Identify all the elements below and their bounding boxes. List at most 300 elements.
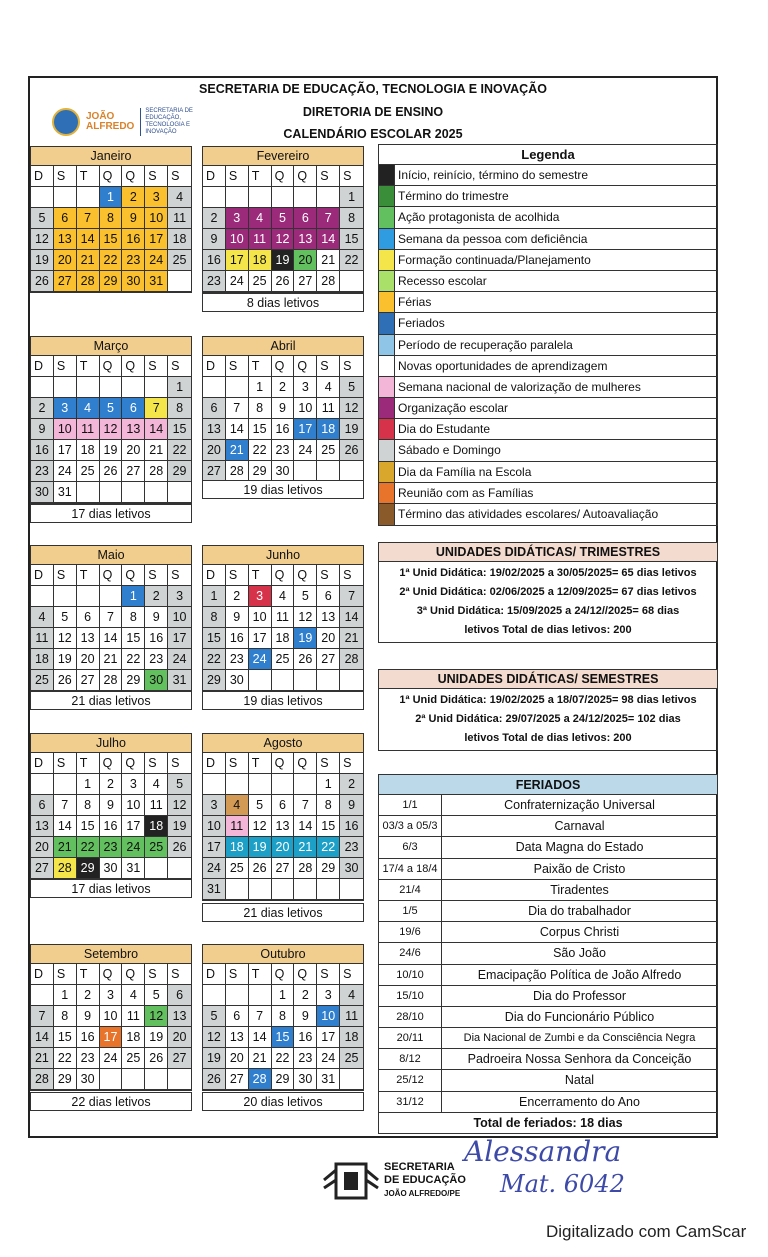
feriado-row: [379, 965, 717, 986]
day-cell: 31: [203, 879, 226, 900]
empty-cell: [249, 187, 272, 208]
day-cell: 12: [340, 398, 363, 419]
day-cell: 19: [272, 250, 295, 271]
legend-title: Legenda: [379, 145, 717, 165]
day-cell: 29: [122, 670, 145, 691]
day-cell: 11: [249, 229, 272, 250]
day-cell: 13: [294, 229, 317, 250]
day-cell: 6: [294, 208, 317, 229]
feriado-date: 28/10: [379, 1007, 442, 1027]
day-cell: 7: [249, 1006, 272, 1027]
month-title: Julho: [31, 734, 191, 753]
empty-cell: [249, 985, 272, 1006]
day-cell: 17: [145, 229, 168, 250]
legend-swatch: [379, 419, 395, 439]
day-cell: 16: [226, 628, 249, 649]
empty-cell: [226, 774, 249, 795]
weekday-header: T: [77, 356, 100, 377]
day-cell: 6: [203, 398, 226, 419]
weekday-header: Q: [122, 964, 145, 985]
day-cell: 11: [145, 795, 168, 816]
day-cell: 3: [317, 985, 340, 1006]
day-cell: 28: [294, 858, 317, 879]
weekday-header: S: [145, 964, 168, 985]
month-9: [30, 944, 192, 1091]
day-cell: 21: [249, 1048, 272, 1069]
legend-swatch: [379, 440, 395, 460]
day-cell: 31: [54, 482, 77, 503]
empty-cell: [226, 879, 249, 900]
legend-table: [378, 144, 718, 526]
legend-item: [379, 207, 717, 228]
day-cell: 13: [31, 816, 54, 837]
day-cell: 3: [100, 985, 123, 1006]
weekday-header: S: [317, 166, 340, 187]
day-cell: 22: [203, 649, 226, 670]
dias-letivos: 17 dias letivos: [30, 879, 192, 898]
day-cell: 19: [100, 440, 123, 461]
dias-letivos: 19 dias letivos: [202, 480, 364, 499]
day-cell: 18: [317, 419, 340, 440]
day-cell: 1: [54, 985, 77, 1006]
day-cell: 18: [168, 229, 191, 250]
day-cell: 24: [317, 1048, 340, 1069]
empty-cell: [272, 670, 295, 691]
semestre-line-2: 2ª Unid Didática: 29/07/2025 a 24/12/2025= 102 dias: [415, 713, 681, 725]
day-cell: 16: [340, 816, 363, 837]
day-cell: 9: [340, 795, 363, 816]
legend-swatch: [379, 335, 395, 355]
weekday-header: Q: [272, 166, 295, 187]
weekday-header: Q: [272, 753, 295, 774]
day-cell: 17: [168, 628, 191, 649]
day-cell: 12: [294, 607, 317, 628]
day-cell: 11: [77, 419, 100, 440]
legend-label: Período de recuperação paralela: [398, 337, 573, 352]
empty-cell: [226, 377, 249, 398]
legend-label: Término do trimestre: [398, 189, 509, 204]
stamp-line-2: DE EDUCAÇÃO: [384, 1173, 466, 1186]
day-cell: 12: [249, 816, 272, 837]
feriado-row: [379, 880, 717, 901]
weekday-header: Q: [122, 753, 145, 774]
calendar-title: CALENDÁRIO ESCOLAR 2025: [283, 127, 463, 141]
day-cell: 7: [145, 398, 168, 419]
month-title: Março: [31, 337, 191, 356]
day-cell: 21: [294, 837, 317, 858]
day-cell: 18: [122, 1027, 145, 1048]
day-cell: 13: [168, 1006, 191, 1027]
day-cell: 14: [54, 816, 77, 837]
day-cell: 2: [122, 187, 145, 208]
day-cell: 1: [203, 586, 226, 607]
dias-letivos: 19 dias letivos: [202, 691, 364, 710]
weekday-header: S: [168, 166, 191, 187]
month-title: Setembro: [31, 945, 191, 964]
weekday-header: S: [54, 166, 77, 187]
feriado-row: [379, 816, 717, 837]
day-cell: 27: [31, 858, 54, 879]
day-cell: 9: [31, 419, 54, 440]
scanner-footer: Digitalizado com CamScar: [546, 1222, 747, 1241]
weekday-header: S: [340, 565, 363, 586]
empty-cell: [31, 985, 54, 1006]
day-cell: 28: [340, 649, 363, 670]
feriado-name: Dia Nacional de Zumbi e da Consciência Negra: [463, 1032, 696, 1045]
legend-label: Férias: [398, 295, 432, 310]
empty-cell: [317, 670, 340, 691]
day-cell: 17: [54, 440, 77, 461]
feriado-name: Corpus Christi: [539, 925, 620, 940]
weekday-header: T: [249, 166, 272, 187]
weekday-header: T: [77, 964, 100, 985]
weekday-header: T: [77, 166, 100, 187]
day-cell: 7: [226, 398, 249, 419]
day-cell: 16: [122, 229, 145, 250]
weekday-header: D: [31, 166, 54, 187]
feriado-name: Natal: [564, 1073, 595, 1088]
month-10: [202, 944, 364, 1091]
legend-label: Novas oportunidades de aprendizagem: [398, 358, 608, 373]
weekday-header: S: [340, 753, 363, 774]
feriado-name: Emacipação Política de João Alfredo: [477, 967, 682, 982]
day-cell: 14: [77, 229, 100, 250]
legend-label: Feriados: [398, 316, 445, 331]
legend-label: Semana nacional de valorização de mulheres: [398, 379, 641, 394]
day-cell: 21: [340, 628, 363, 649]
stamp-line-3: JOÃO ALFREDO/PE: [384, 1188, 461, 1198]
day-cell: 23: [31, 461, 54, 482]
legend-label: Término das atividades escolares/ Autoavaliação: [398, 507, 659, 521]
day-cell: 2: [77, 985, 100, 1006]
trimestre-line-2: 2ª Unid Didática: 02/06/2025 a 12/09/2025= 67 dias letivos: [399, 586, 697, 598]
day-cell: 23: [100, 837, 123, 858]
day-cell: 30: [272, 461, 295, 482]
day-cell: 13: [54, 229, 77, 250]
feriado-date: 21/4: [379, 880, 442, 900]
day-cell: 21: [226, 440, 249, 461]
day-cell: 22: [54, 1048, 77, 1069]
month-5: [30, 545, 192, 692]
empty-cell: [203, 985, 226, 1006]
day-cell: 22: [317, 837, 340, 858]
empty-cell: [77, 482, 100, 503]
day-cell: 30: [145, 670, 168, 691]
day-cell: 20: [317, 628, 340, 649]
weekday-header: S: [145, 166, 168, 187]
empty-cell: [145, 858, 168, 879]
day-cell: 23: [272, 440, 295, 461]
empty-cell: [294, 774, 317, 795]
day-cell: 1: [317, 774, 340, 795]
secretaria-stamp: [322, 1158, 466, 1202]
empty-cell: [272, 774, 295, 795]
weekday-header: S: [54, 356, 77, 377]
day-cell: 11: [31, 628, 54, 649]
day-cell: 17: [249, 628, 272, 649]
day-cell: 6: [122, 398, 145, 419]
month-7: [30, 733, 192, 880]
day-cell: 14: [31, 1027, 54, 1048]
day-cell: 3: [294, 377, 317, 398]
day-cell: 16: [31, 440, 54, 461]
day-cell: 4: [340, 985, 363, 1006]
empty-cell: [294, 879, 317, 900]
empty-cell: [168, 1069, 191, 1090]
empty-cell: [77, 187, 100, 208]
day-cell: 2: [294, 985, 317, 1006]
day-cell: 5: [294, 586, 317, 607]
day-cell: 8: [54, 1006, 77, 1027]
day-cell: 30: [122, 271, 145, 292]
day-cell: 3: [249, 586, 272, 607]
weekday-header: S: [168, 356, 191, 377]
empty-cell: [249, 774, 272, 795]
feriado-row: [379, 922, 717, 943]
empty-cell: [203, 774, 226, 795]
day-cell: 8: [100, 208, 123, 229]
logo-name-line1: JOÃO: [86, 111, 115, 122]
weekday-header: Q: [100, 356, 123, 377]
weekday-header: T: [249, 753, 272, 774]
weekday-header: S: [317, 964, 340, 985]
day-cell: 16: [203, 250, 226, 271]
day-cell: 3: [226, 208, 249, 229]
month-8: [202, 733, 364, 901]
day-cell: 23: [203, 271, 226, 292]
day-cell: 10: [145, 208, 168, 229]
day-cell: 25: [168, 250, 191, 271]
day-cell: 24: [168, 649, 191, 670]
weekday-header: Q: [294, 753, 317, 774]
empty-cell: [54, 377, 77, 398]
weekday-header: T: [249, 565, 272, 586]
day-cell: 28: [77, 271, 100, 292]
weekday-header: T: [249, 356, 272, 377]
day-cell: 29: [317, 858, 340, 879]
day-cell: 27: [168, 1048, 191, 1069]
day-cell: 9: [294, 1006, 317, 1027]
day-cell: 18: [249, 250, 272, 271]
empty-cell: [145, 377, 168, 398]
weekday-header: Q: [100, 166, 123, 187]
dias-letivos: 20 dias letivos: [202, 1092, 364, 1111]
feriado-date: 19/6: [379, 922, 442, 942]
day-cell: 20: [77, 649, 100, 670]
day-cell: 19: [54, 649, 77, 670]
day-cell: 26: [168, 837, 191, 858]
day-cell: 13: [272, 816, 295, 837]
legend-label: Recesso escolar: [398, 273, 487, 288]
legend-item: [379, 313, 717, 334]
feriados-title: FERIADOS: [379, 775, 717, 795]
day-cell: 1: [100, 187, 123, 208]
day-cell: 25: [317, 440, 340, 461]
empty-cell: [122, 482, 145, 503]
header-title: SECRETARIA DE EDUCAÇÃO, TECNOLOGIA E INOVAÇÃO: [199, 82, 547, 96]
weekday-header: S: [54, 565, 77, 586]
weekday-header: S: [145, 356, 168, 377]
day-cell: 15: [203, 628, 226, 649]
day-cell: 26: [294, 649, 317, 670]
empty-cell: [203, 377, 226, 398]
empty-cell: [294, 670, 317, 691]
day-cell: 12: [145, 1006, 168, 1027]
day-cell: 21: [317, 250, 340, 271]
day-cell: 27: [203, 461, 226, 482]
day-cell: 14: [317, 229, 340, 250]
day-cell: 3: [145, 187, 168, 208]
day-cell: 26: [145, 1048, 168, 1069]
day-cell: 28: [145, 461, 168, 482]
day-cell: 10: [203, 816, 226, 837]
day-cell: 1: [249, 377, 272, 398]
day-cell: 2: [145, 586, 168, 607]
empty-cell: [317, 461, 340, 482]
day-cell: 13: [226, 1027, 249, 1048]
day-cell: 7: [77, 208, 100, 229]
feriado-row: [379, 1028, 717, 1049]
day-cell: 12: [272, 229, 295, 250]
day-cell: 29: [203, 670, 226, 691]
day-cell: 4: [77, 398, 100, 419]
day-cell: 16: [77, 1027, 100, 1048]
weekday-header: S: [226, 753, 249, 774]
day-cell: 17: [226, 250, 249, 271]
day-cell: 10: [249, 607, 272, 628]
day-cell: 15: [249, 419, 272, 440]
day-cell: 25: [122, 1048, 145, 1069]
day-cell: 18: [77, 440, 100, 461]
day-cell: 2: [226, 586, 249, 607]
dias-letivos: 21 dias letivos: [30, 691, 192, 710]
month-title: Agosto: [203, 734, 363, 753]
day-cell: 22: [272, 1048, 295, 1069]
legend-item: [379, 377, 717, 398]
weekday-header: S: [317, 753, 340, 774]
legend-swatch: [379, 186, 395, 206]
legend-item: [379, 165, 717, 186]
day-cell: 27: [54, 271, 77, 292]
day-cell: 29: [249, 461, 272, 482]
day-cell: 30: [31, 482, 54, 503]
day-cell: 2: [272, 377, 295, 398]
day-cell: 22: [340, 250, 363, 271]
trimestres-title: UNIDADES DIDÁTICAS/ TRIMESTRES: [379, 543, 717, 562]
day-cell: 10: [100, 1006, 123, 1027]
empty-cell: [294, 461, 317, 482]
day-cell: 29: [77, 858, 100, 879]
day-cell: 8: [340, 208, 363, 229]
day-cell: 24: [294, 440, 317, 461]
empty-cell: [203, 187, 226, 208]
feriado-date: 15/10: [379, 986, 442, 1006]
day-cell: 15: [168, 419, 191, 440]
legend-swatch: [379, 271, 395, 291]
day-cell: 18: [340, 1027, 363, 1048]
empty-cell: [272, 879, 295, 900]
day-cell: 27: [122, 461, 145, 482]
weekday-header: S: [340, 356, 363, 377]
day-cell: 22: [249, 440, 272, 461]
day-cell: 20: [54, 250, 77, 271]
legend-swatch: [379, 356, 395, 376]
day-cell: 27: [317, 649, 340, 670]
day-cell: 17: [100, 1027, 123, 1048]
day-cell: 14: [340, 607, 363, 628]
day-cell: 8: [203, 607, 226, 628]
legend-swatch: [379, 292, 395, 312]
day-cell: 18: [226, 837, 249, 858]
dias-letivos: 17 dias letivos: [30, 504, 192, 523]
legend-item: [379, 419, 717, 440]
day-cell: 24: [249, 649, 272, 670]
trimestre-line-4: letivos Total de dias letivos: 200: [464, 624, 632, 636]
day-cell: 16: [272, 419, 295, 440]
day-cell: 5: [203, 1006, 226, 1027]
day-cell: 8: [272, 1006, 295, 1027]
weekday-header: Q: [122, 565, 145, 586]
day-cell: 24: [122, 837, 145, 858]
legend-swatch: [379, 165, 395, 185]
weekday-header: Q: [122, 356, 145, 377]
day-cell: 5: [100, 398, 123, 419]
day-cell: 8: [249, 398, 272, 419]
day-cell: 9: [122, 208, 145, 229]
day-cell: 14: [145, 419, 168, 440]
day-cell: 10: [294, 398, 317, 419]
day-cell: 27: [226, 1069, 249, 1090]
legend-item: [379, 356, 717, 377]
day-cell: 31: [122, 858, 145, 879]
weekday-header: D: [31, 753, 54, 774]
day-cell: 1: [272, 985, 295, 1006]
feriado-date: 24/6: [379, 943, 442, 963]
day-cell: 10: [122, 795, 145, 816]
day-cell: 9: [272, 398, 295, 419]
legend-label: Formação continuada/Planejamento: [398, 252, 591, 267]
feriado-date: 1/1: [379, 795, 442, 815]
weekday-header: D: [203, 356, 226, 377]
empty-cell: [168, 482, 191, 503]
empty-cell: [31, 377, 54, 398]
weekday-header: T: [249, 964, 272, 985]
day-cell: 11: [122, 1006, 145, 1027]
day-cell: 17: [122, 816, 145, 837]
feriado-name: Dia do trabalhador: [528, 903, 631, 918]
legend-label: Sábado e Domingo: [398, 443, 501, 458]
day-cell: 21: [145, 440, 168, 461]
crest-icon: [322, 1158, 380, 1202]
feriado-date: 1/5: [379, 901, 442, 921]
day-cell: 30: [340, 858, 363, 879]
day-cell: 30: [226, 670, 249, 691]
empty-cell: [294, 187, 317, 208]
day-cell: 18: [145, 816, 168, 837]
weekday-header: S: [54, 964, 77, 985]
day-cell: 28: [31, 1069, 54, 1090]
day-cell: 6: [226, 1006, 249, 1027]
feriado-date: 31/12: [379, 1092, 442, 1112]
weekday-header: S: [145, 565, 168, 586]
day-cell: 25: [77, 461, 100, 482]
day-cell: 23: [145, 649, 168, 670]
weekday-header: S: [226, 964, 249, 985]
day-cell: 5: [168, 774, 191, 795]
weekday-header: Q: [272, 356, 295, 377]
empty-cell: [340, 879, 363, 900]
day-cell: 25: [145, 837, 168, 858]
